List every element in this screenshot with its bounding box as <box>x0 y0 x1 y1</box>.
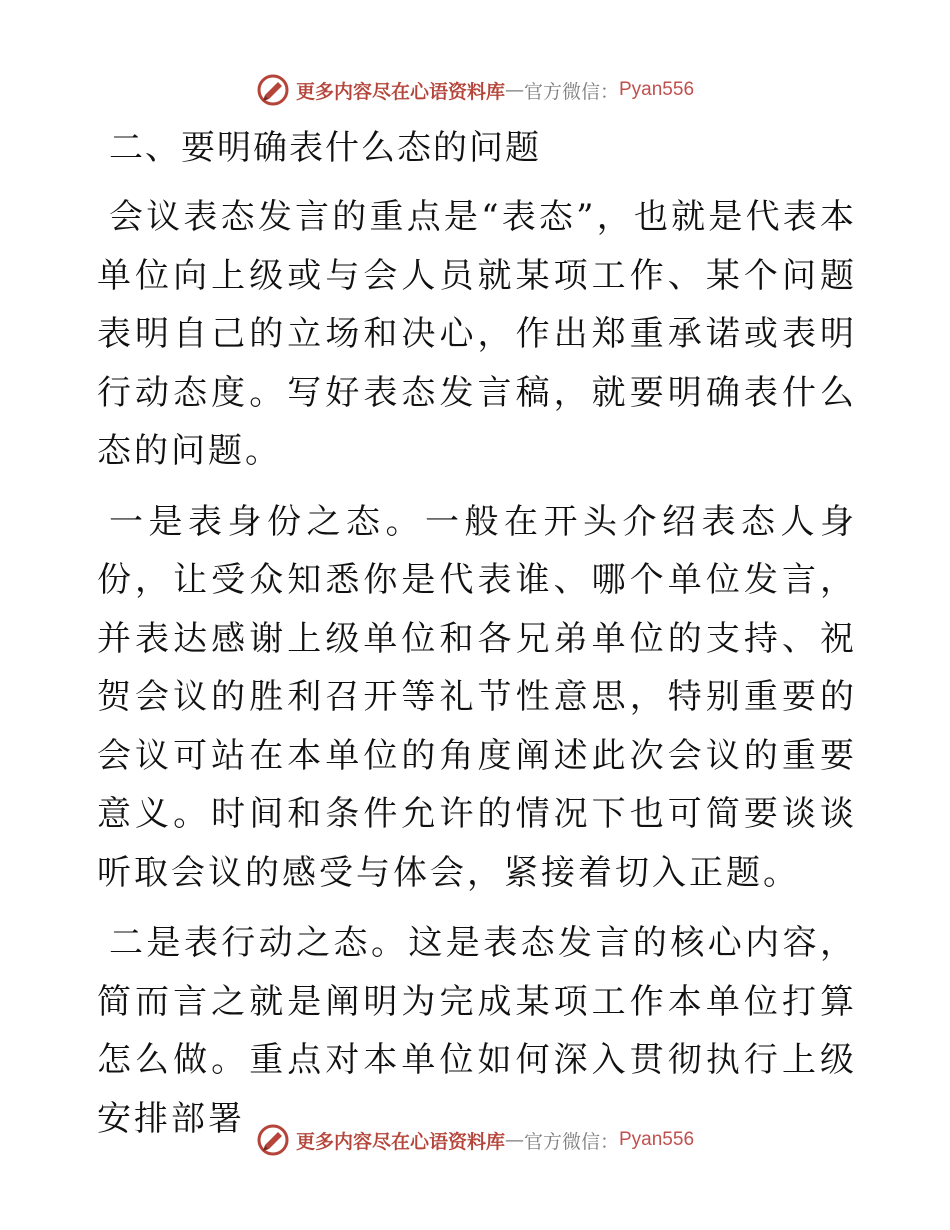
logo-icon <box>256 73 290 107</box>
paragraph: 一是表身份之态。一般在开头介绍表态人身份，让受众知悉你是代表谁、哪个单位发言，并表达感谢上级单位和各兄弟单位的支持、祝贺会议的胜利召开等礼节性意思，特别重要的会议可站在本单位的角度阐述此次会议的重要意义。时间和条件允许的情况下也可简要谈谈听取会议的感受与体会，紧接着切入正题。 <box>97 501 857 893</box>
paragraph: 会议表态发言的重点是“表态”，也就是代表本单位向上级或与会人员就某项工作、某个问题表明自己的立场和决心，作出郑重承诺或表明行动态度。写好表态发言稿，就要明确表什么态的问题。 <box>97 197 857 471</box>
banner-separator: — <box>504 79 524 101</box>
document-body <box>97 118 857 1160</box>
banner-wechat-label: 官方微信： <box>523 80 619 103</box>
banner-brand-text: 更多内容尽在心语资料库 <box>295 80 505 103</box>
paragraph: 二是表行动之态。这是表态发言的核心内容，简而言之就是阐明为完成某项工作本单位打算怎么做。重点对本单位如何深入贯彻执行上级安排部署 <box>97 923 857 1139</box>
section-heading: 二、要明确表什么态的问题 <box>109 128 541 168</box>
banner-wechat-label: 官方微信： <box>523 1130 619 1153</box>
footer-banner <box>0 1120 950 1160</box>
header-banner <box>0 70 950 110</box>
banner-wechat-id: Pyan556 <box>619 1129 695 1150</box>
banner-separator: — <box>504 1129 524 1151</box>
logo-icon <box>256 1123 290 1157</box>
banner-wechat-id: Pyan556 <box>619 79 695 100</box>
banner-brand-text: 更多内容尽在心语资料库 <box>295 1130 505 1153</box>
